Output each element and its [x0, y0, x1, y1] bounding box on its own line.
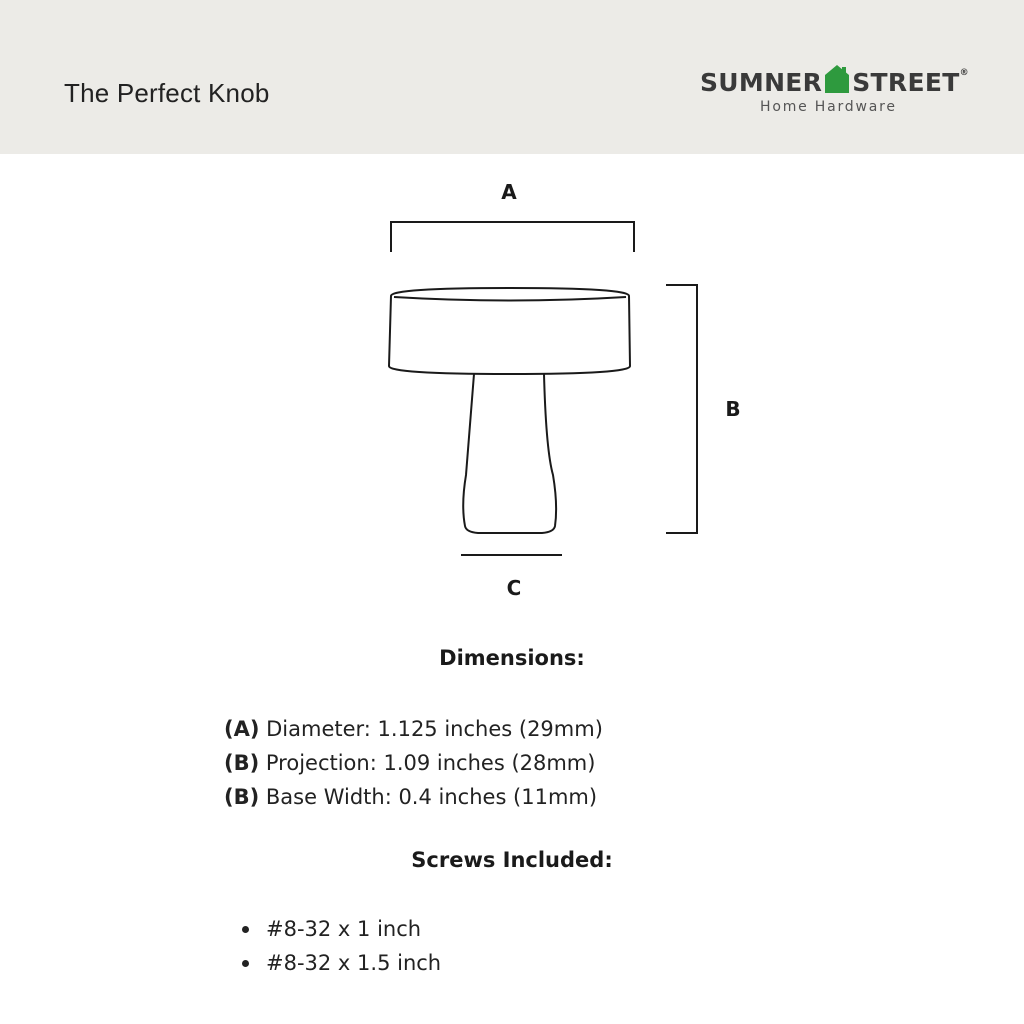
screw-text: #8-32 x 1 inch	[266, 917, 422, 941]
knob-outline	[389, 288, 630, 533]
dimension-row	[224, 780, 603, 814]
knob-diagram	[0, 160, 1024, 620]
dimension-b-bracket	[666, 285, 697, 533]
brand-logo	[700, 62, 980, 122]
dimension-b-label: B	[725, 397, 741, 421]
dimension-a-label: A	[501, 180, 517, 204]
screw-text: #8-32 x 1.5 inch	[266, 951, 442, 975]
bullet-icon	[242, 926, 249, 933]
dimensions-heading: Dimensions:	[439, 646, 585, 670]
logo-wordmark	[700, 66, 969, 97]
dimension-row	[224, 746, 603, 780]
house-icon	[824, 64, 850, 94]
dimensions-list	[224, 712, 603, 814]
dimension-text: Diameter: 1.125 inches (29mm)	[259, 717, 603, 741]
dimension-a-bracket	[391, 222, 634, 252]
logo-word-right: STREET	[852, 67, 960, 97]
logo-tagline: Home Hardware	[760, 99, 897, 115]
dimension-key: (A)	[224, 717, 260, 741]
dimension-key: (B)	[224, 785, 260, 809]
dimension-c-label: C	[506, 576, 522, 600]
list-item	[240, 912, 441, 946]
bullet-icon	[242, 960, 249, 967]
screws-heading: Screws Included:	[411, 848, 613, 872]
page-title: The Perfect Knob	[64, 78, 270, 108]
dimension-row	[224, 712, 603, 746]
dimension-text: Projection: 1.09 inches (28mm)	[259, 751, 596, 775]
screws-list	[240, 912, 441, 980]
dimension-key: (B)	[224, 751, 260, 775]
list-item	[240, 946, 441, 980]
header-banner	[0, 0, 1024, 154]
dimension-text: Base Width: 0.4 inches (11mm)	[259, 785, 598, 809]
logo-word-left: SUMNER	[700, 67, 823, 97]
registered-mark: ®	[959, 68, 969, 78]
